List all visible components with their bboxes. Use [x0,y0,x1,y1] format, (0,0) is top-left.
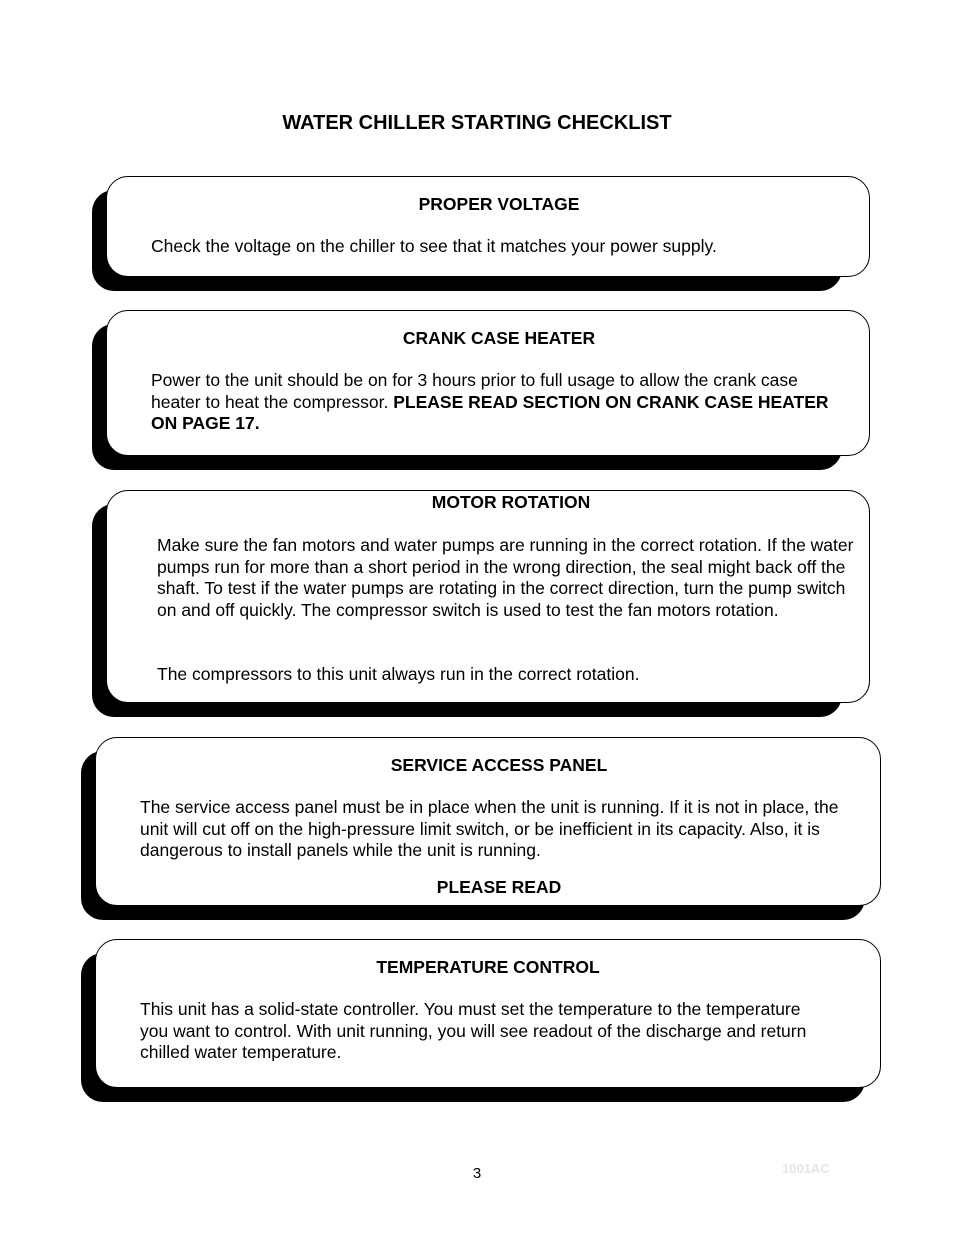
section-text-secondary: The compressors to this unit always run in the correct rotation. [157,664,640,684]
section-crank-case-heater [106,310,870,456]
section-text: This unit has a solid-state controller. You must set the temperature to the temperature you want to control. With unit running, you will see readout of the discharge and return chilled water temperature. [140,999,807,1061]
box-card [106,176,870,277]
please-read-label: PLEASE READ [436,877,562,897]
section-heading: PROPER VOLTAGE [418,194,580,214]
section-service-access-panel [95,737,881,906]
document-code: 1001AC [782,1161,830,1176]
section-text-bold: PLEASE READ SECTION ON CRANK CASE HEATER ON PAGE 17. [151,391,829,433]
page-number: 3 [472,1165,482,1182]
section-heading: MOTOR ROTATION [431,492,591,512]
section-text: The service access panel must be in place when the unit is running. If it is not in place, the unit will cut off on the high-pressure limit switch, or be inefficient in its capacity. Also, it is dangerous to install panels while the unit is running. [140,797,839,860]
page-title: WATER CHILLER STARTING CHECKLIST [282,112,672,134]
section-heading: CRANK CASE HEATER [402,328,596,348]
section-text: Check the voltage on the chiller to see that it matches your power supply. [151,236,717,256]
section-temperature-control [95,939,881,1088]
section-proper-voltage [106,176,870,277]
section-heading: TEMPERATURE CONTROL [376,957,600,977]
section-text [151,370,851,435]
section-text: Make sure the fan motors and water pumps are running in the correct rotation. If the water pumps run for more than a short period in the wrong direction, the seal might back off the shaft. To test if the water pumps are rotating in the correct direction, turn the pump switch on and off quickly. The compressor switch is used to test the fan motors rotation. [157,535,854,620]
section-text-regular: Power to the unit should be on for 3 hours prior to full usage to allow the crank case heater to heat the compressor. [151,370,798,412]
section-heading: SERVICE ACCESS PANEL [390,755,608,775]
section-motor-rotation [106,490,870,703]
